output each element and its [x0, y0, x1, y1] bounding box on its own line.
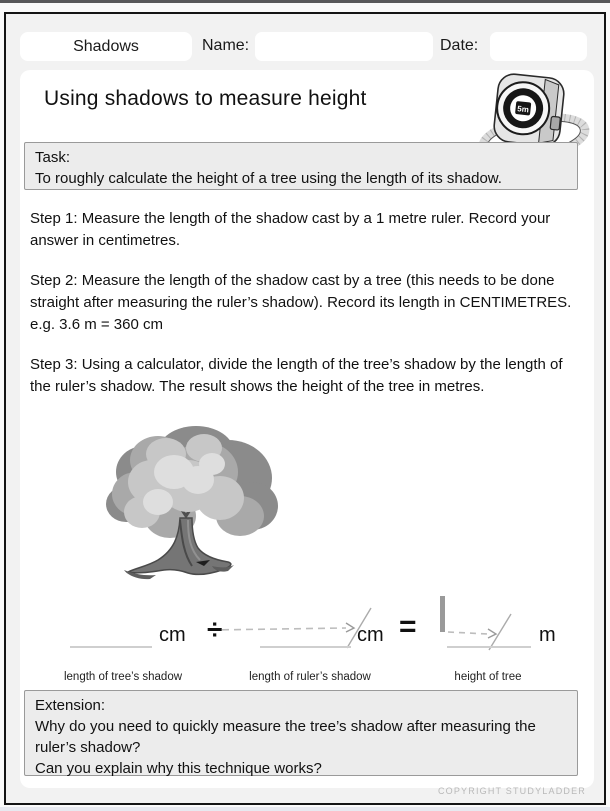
- ruler-shadow-arrow: [448, 614, 511, 650]
- step-2-text: Step 2: Measure the length of the shadow cast by a tree (this needs to be done straight after measuring the ruler’s shadow). Record its length in CENTIMETRES. e.g. 3.6 m = 360 cm: [30, 272, 572, 333]
- extension-label: Extension:: [35, 697, 106, 714]
- copyright-text: COPYRIGHT STUDYLADDER: [437, 786, 586, 796]
- tree-height-label: height of tree: [454, 671, 522, 683]
- task-box: [24, 142, 578, 190]
- equals-sign: =: [399, 610, 417, 643]
- worksheet-tag-label: Shadows: [73, 37, 139, 55]
- unit-m: m: [539, 624, 556, 646]
- date-label: Date:: [440, 37, 479, 54]
- worksheet-tag-box: [20, 32, 192, 61]
- unit-cm-1: cm: [159, 624, 186, 646]
- step-3-text: Step 3: Using a calculator, divide the length of the tree’s shadow by the length of the ruler’s shadow. The result shows the height of the tree in metres.: [30, 356, 563, 395]
- content-panel: [20, 70, 594, 788]
- page-title: Using shadows to measure height: [44, 87, 367, 110]
- name-input[interactable]: [255, 32, 433, 61]
- tape-measure-size-label: 5m: [516, 104, 530, 115]
- ruler-icon: [440, 596, 445, 632]
- date-input[interactable]: [490, 32, 587, 61]
- worksheet-page: [4, 12, 606, 805]
- extension-box: [24, 690, 578, 776]
- extension-question-2: Can you explain why this technique works?: [35, 760, 322, 777]
- window-top-edge: [0, 0, 610, 3]
- task-text: To roughly calculate the height of a tree using the length of its shadow.: [35, 170, 502, 187]
- tree-shadow-answer-blank[interactable]: [70, 646, 152, 648]
- ruler-shadow-label: length of ruler’s shadow: [249, 671, 371, 683]
- tree-shadow-arrow: [210, 608, 371, 648]
- ruler-shadow-answer-blank[interactable]: [260, 646, 351, 648]
- divide-sign: ÷: [207, 614, 223, 645]
- extension-question-1: Why do you need to quickly measure the tree’s shadow after measuring the ruler’s shadow?: [35, 718, 536, 756]
- step-1-text: Step 1: Measure the length of the shadow cast by a 1 metre ruler. Record your answer in centimetres.: [30, 210, 551, 249]
- name-label: Name:: [202, 37, 250, 54]
- tree-height-answer-blank[interactable]: [447, 646, 531, 648]
- shadow-diagram: [20, 470, 594, 660]
- unit-cm-2: cm: [357, 624, 384, 646]
- window-bottom-edge: [0, 807, 610, 811]
- task-label: Task:: [35, 149, 71, 166]
- tree-shadow-label: length of tree’s shadow: [63, 671, 183, 683]
